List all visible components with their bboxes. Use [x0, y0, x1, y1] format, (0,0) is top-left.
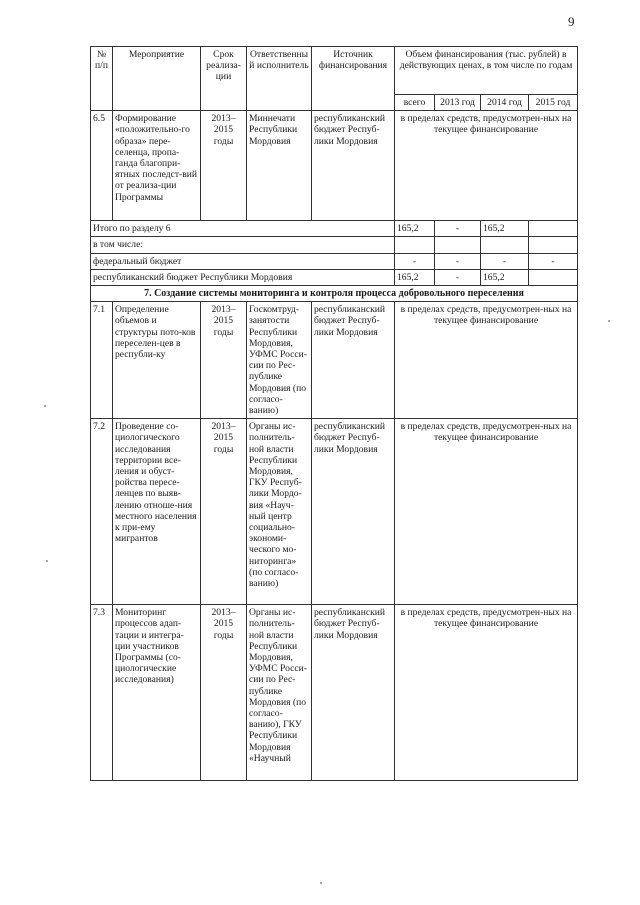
summary-republic-2013: - — [435, 269, 481, 285]
table-row — [91, 419, 578, 605]
table-row — [91, 302, 578, 419]
empty-cell — [481, 237, 529, 253]
summary-total-row — [91, 221, 578, 237]
row-financing: в пределах средств, предусмотрен-ных на текущее финансирование — [395, 605, 578, 781]
page-number: 9 — [568, 14, 575, 29]
section-7-row — [91, 286, 578, 302]
summary-federal-2013: - — [435, 253, 481, 269]
row-source: республиканский бюджет Респуб-лики Мордовия — [312, 111, 395, 221]
scan-speck — [608, 320, 610, 322]
row-financing: в пределах средств, предусмотрен-ных на текущее финансирование — [395, 111, 578, 221]
table-row — [91, 605, 578, 781]
row-num: 7.2 — [91, 419, 113, 605]
row-term: 2013– 2015 годы — [201, 302, 247, 419]
summary-federal-all: - — [395, 253, 435, 269]
row-source: республиканский бюджет Респуб-лики Мордовия — [312, 605, 395, 781]
row-source: республиканский бюджет Респуб-лики Мордовия — [312, 419, 395, 605]
header-total: всего — [395, 95, 435, 111]
summary-federal-row — [91, 253, 578, 269]
summary-federal-label: федеральный бюджет — [91, 253, 395, 269]
scan-speck — [44, 405, 46, 407]
row-term: 2013– 2015 годы — [201, 111, 247, 221]
empty-cell — [529, 269, 578, 285]
row-event: Мониторинг процессов адап-тации и интегра-ции участников Программы (со-циологические исследования) — [113, 605, 201, 781]
row-num: 7.3 — [91, 605, 113, 781]
row-event: Проведение со-циологического исследования территории все-ления и обуст-ройства пересе-ленцев по выяв-лению отноше-ния местного населения к при-ему мигрантов — [113, 419, 201, 605]
row-responsible: Органы ис-полнитель-ной власти Республики Мордовия, ГКУ Респуб-лики Мордо-вия «Науч-ный центр социально-экономи-ческого мо-ниторинга» (по согласо-ванию) — [247, 419, 312, 605]
header-event: Мероприятие — [113, 47, 201, 111]
row-source: республиканский бюджет Респуб-лики Мордовия — [312, 302, 395, 419]
summary-federal-2014: - — [481, 253, 529, 269]
header-2014: 2014 год — [481, 95, 529, 111]
financing-table — [90, 46, 578, 781]
header-source: Источник финансирования — [312, 47, 395, 111]
summary-republic-row — [91, 269, 578, 285]
row-responsible: Госкомтруд-занятости Республики Мордовия, УФМС Росси-сии по Рес-публике Мордовия (по согласо-ванию) — [247, 302, 312, 419]
empty-cell — [395, 237, 435, 253]
summary-total-2014: 165,2 — [481, 221, 529, 237]
summary-republic-label: республиканский бюджет Республики Мордовия — [91, 269, 395, 285]
summary-total-2015 — [529, 221, 578, 237]
row-financing: в пределах средств, предусмотрен-ных на текущее финансирование — [395, 419, 578, 605]
table-row — [91, 111, 578, 221]
empty-cell — [435, 237, 481, 253]
header-2015: 2015 год — [529, 95, 578, 111]
row-responsible: Органы ис-полнитель-ной власти Республики Мордовия, УФМС Росси-сии по Рес-публике Мордовия (по согласо-ванию), ГКУ Республики Мордовия «Научный — [247, 605, 312, 781]
row-term: 2013– 2015 годы — [201, 419, 247, 605]
header-num: № п/п — [91, 47, 113, 111]
row-event: Определение объемов и структуры пото-ков переселен-цев в республи-ку — [113, 302, 201, 419]
header-responsible: Ответственный исполнитель — [247, 47, 312, 111]
row-term: 2013– 2015 годы — [201, 605, 247, 781]
header-volume: Объем финансирования (тыс. рублей) в действующих ценах, в том числе по годам — [395, 47, 578, 95]
summary-federal-2015: - — [529, 253, 578, 269]
header-row — [91, 47, 578, 95]
row-event: Формирование «положительно-го образа» пере-селенца, пропа-ганда благопри-ятных последст-вий от реализа-ции Программы — [113, 111, 201, 221]
summary-republic-all: 165,2 — [395, 269, 435, 285]
row-financing: в пределах средств, предусмотрен-ных на текущее финансирование — [395, 302, 578, 419]
summary-total-all: 165,2 — [395, 221, 435, 237]
row-responsible: Миннечати Республики Мордовия — [247, 111, 312, 221]
row-num: 6.5 — [91, 111, 113, 221]
summary-including-row — [91, 237, 578, 253]
summary-total-2013: - — [435, 221, 481, 237]
row-num: 7.1 — [91, 302, 113, 419]
header-term: Срок реализа-ции — [201, 47, 247, 111]
section-7-title: 7. Создание системы мониторинга и контроля процесса добровольного переселения — [91, 286, 578, 302]
summary-including-label: в том числе: — [91, 237, 395, 253]
summary-republic-2014: 165,2 — [481, 269, 529, 285]
header-2013: 2013 год — [435, 95, 481, 111]
scan-speck — [320, 882, 322, 884]
summary-total-label: Итого по разделу 6 — [91, 221, 395, 237]
scan-speck — [46, 560, 48, 562]
empty-cell — [529, 237, 578, 253]
